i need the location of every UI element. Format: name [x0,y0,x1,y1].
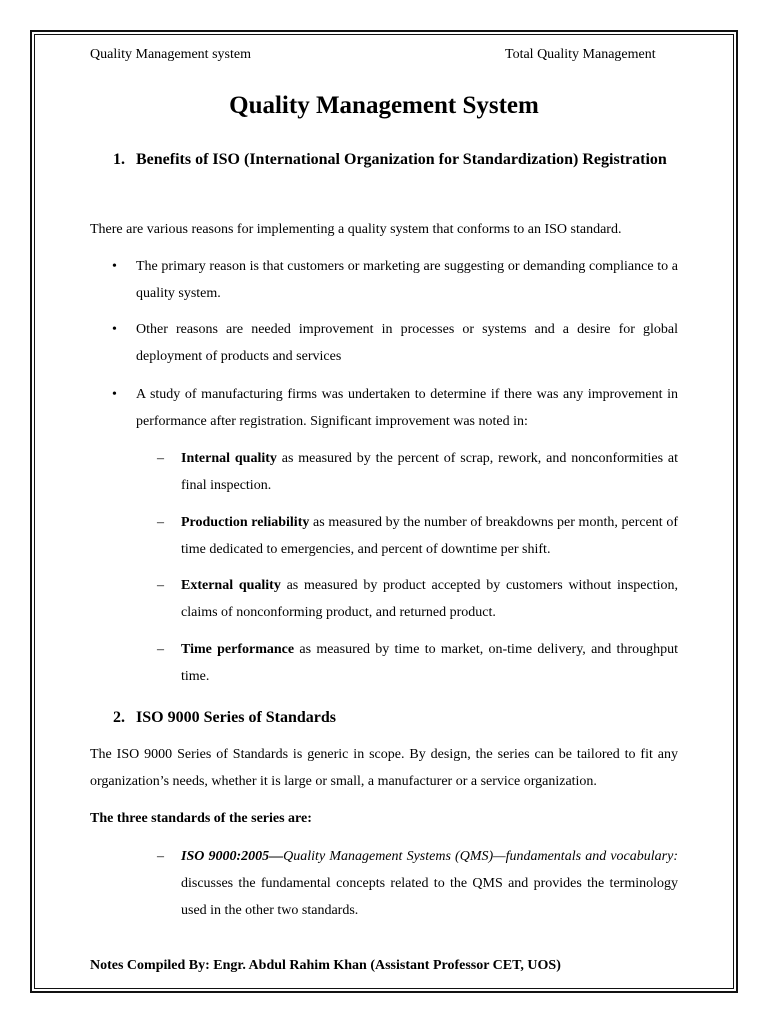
standard-code: ISO 9000:2005— [181,849,284,864]
dash-marker: – [157,578,164,593]
dash-marker: – [157,451,164,466]
header-left: Quality Management system [90,47,251,62]
section1-intro: There are various reasons for implementing a quality system that conforms to an ISO standard. [90,222,622,237]
list-item [112,253,678,307]
header-right: Total Quality Management [505,47,656,62]
list-item [112,381,678,435]
improvement-text: as measured by the number of breakdowns per month, percent of time dedicated to emergencies, and percent of downtime per shift. [181,515,678,557]
footer-credit: Notes Compiled By: Engr. Abdul Rahim Khan (Assistant Professor CET, UOS) [90,958,561,973]
improvement-text: as measured by product accepted by customers without inspection, claims of nonconforming product, and returned product. [181,578,678,620]
improvement-text: as measured by time to market, on-time delivery, and throughput time. [181,642,678,684]
list-item [157,843,678,924]
section2-intro: The ISO 9000 Series of Standards is generic in scope. By design, the series can be tailored to fit any organization’s needs, whether it is large or small, a manufacturer or a service organization. [90,747,678,789]
standard-text: discusses the fundamental concepts related to the QMS and provides the terminology used in the other two standards. [181,876,678,918]
section1-heading [113,144,678,175]
list-item [157,509,678,563]
section2-subheading: The three standards of the series are: [90,811,312,826]
improvement-term: Internal quality [181,451,277,466]
bullet-marker: • [112,322,117,337]
bullet-text: The primary reason is that customers or marketing are suggesting or demanding compliance to a quality system. [136,259,678,301]
improvement-term: External quality [181,578,281,593]
bullet-text: Other reasons are needed improvement in processes or systems and a desire for global deployment of products and services [136,322,678,364]
bullet-marker: • [112,387,117,402]
list-item [157,636,678,690]
section2-heading-text: ISO 9000 Series of Standards [136,709,337,726]
section2-number: 2. [113,709,125,726]
dash-marker: – [157,849,164,864]
dash-marker: – [157,642,164,657]
list-item [112,316,678,370]
list-item [157,572,678,626]
section1-heading-text: Benefits of ISO (International Organization for Standardization) Registration [136,151,667,168]
improvement-term: Production reliability [181,515,310,530]
bullet-text: A study of manufacturing firms was undertaken to determine if there was any improvement in performance after registration. Significant improvement was noted in: [136,387,678,429]
dash-marker: – [157,515,164,530]
section2-heading [113,702,678,733]
improvement-text: as measured by the percent of scrap, rework, and nonconformities at final inspection. [181,451,678,493]
improvement-term: Time performance [181,642,295,657]
bullet-marker: • [112,259,117,274]
standard-name: Quality Management Systems (QMS)—fundamentals and vocabulary: [283,849,678,864]
page-title: Quality Management System [229,92,539,119]
section1-number: 1. [113,151,125,168]
list-item [157,445,678,499]
